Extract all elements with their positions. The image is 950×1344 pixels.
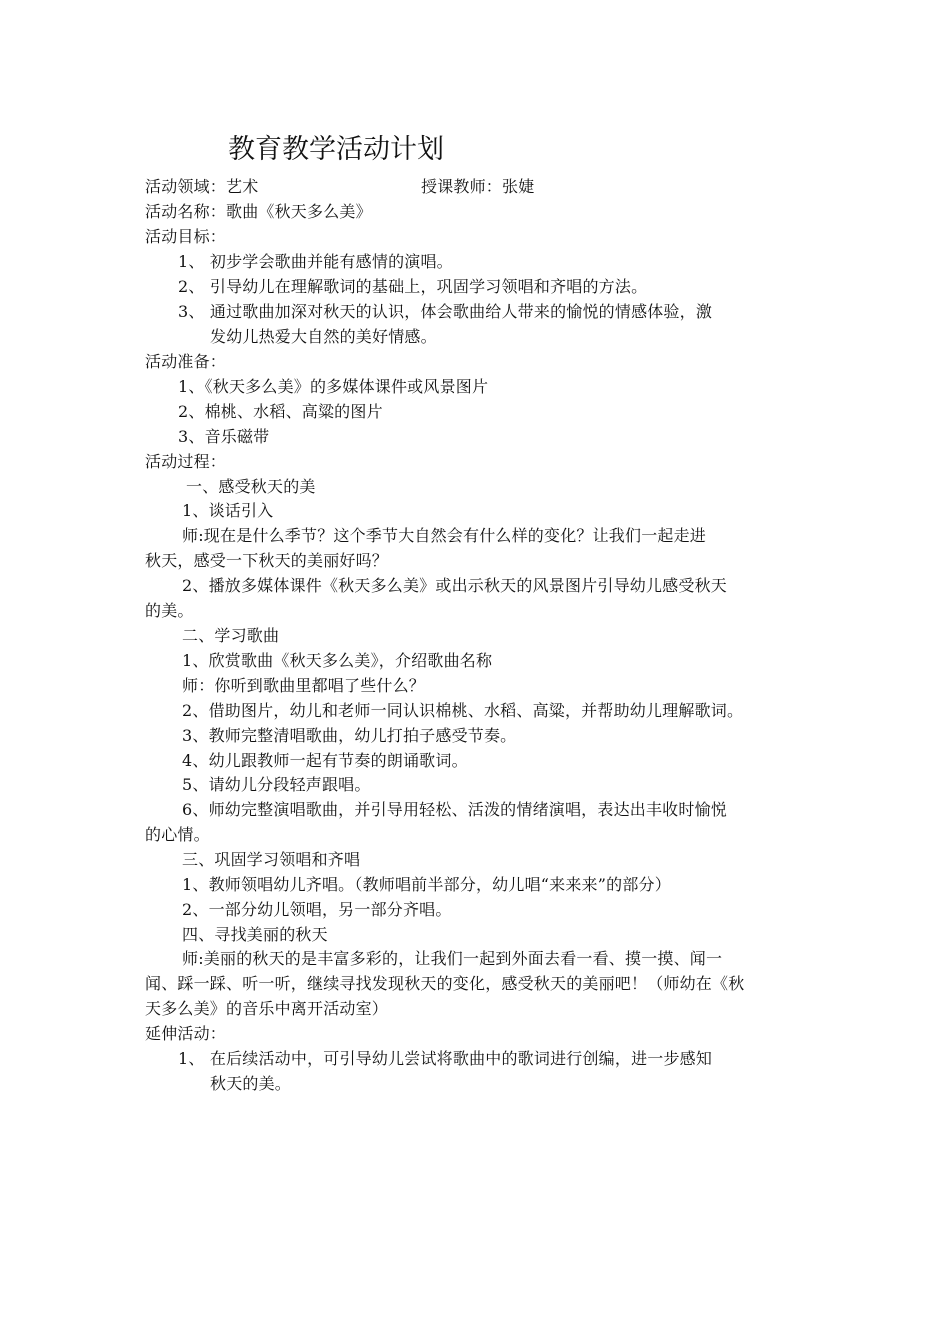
section-1-question: 师:现在是什么季节？这个季节大自然会有什么样的变化？让我们一起走进 [182,526,706,545]
section-4-title: 四、寻找美丽的秋天 [182,925,328,944]
activity-domain: 活动领域：艺术 [145,177,259,196]
prep-heading: 活动准备： [145,352,227,371]
section-1-title: 一、感受秋天的美 [186,477,316,496]
extension-item-1: 1、 在后续活动中，可引导幼儿尝试将歌曲中的歌词进行创编，进一步感知 [178,1049,713,1068]
section-1-step-2-cont: 的美。 [145,601,194,620]
prep-item-3: 3、音乐磁带 [178,427,270,446]
section-1-question-cont: 秋天，感受一下秋天的美丽好吗？ [145,551,389,570]
section-4-text: 师:美丽的秋天的是丰富多彩的，让我们一起到外面去看一看、摸一摸、闻一 [182,949,723,968]
process-heading: 活动过程： [145,452,227,471]
prep-item-2: 2、棉桃、水稻、高粱的图片 [178,402,383,421]
section-2-title: 二、学习歌曲 [182,626,280,645]
section-2-step-2: 2、借助图片，幼儿和老师一同认识棉桃、水稻、高粱，并帮助幼儿理解歌词。 [182,701,744,720]
section-2-step-3: 3、教师完整清唱歌曲，幼儿打拍子感受节奏。 [182,726,517,745]
activity-name: 活动名称：歌曲《秋天多么美》 [145,202,372,221]
section-1-step-2: 2、播放多媒体课件《秋天多么美》或出示秋天的风景图片引导幼儿感受秋天 [182,576,727,595]
section-2-step-6-cont: 的心情。 [145,825,210,844]
section-4-text-cont-1: 闻、踩一踩、听一听，继续寻找发现秋天的变化，感受秋天的美丽吧！（师幼在《秋 [145,974,745,993]
goals-heading: 活动目标： [145,227,227,246]
extension-item-1-cont: 秋天的美。 [210,1074,292,1093]
section-2-question: 师：你听到歌曲里都唱了些什么？ [182,676,426,695]
teacher-name: 授课教师：张婕 [421,177,535,196]
section-3-step-2: 2、一部分幼儿领唱，另一部分齐唱。 [182,900,452,919]
section-3-step-1: 1、教师领唱幼儿齐唱。（教师唱前半部分，幼儿唱“来来来”的部分） [182,875,671,894]
goal-item-3: 3、 通过歌曲加深对秋天的认识，体会歌曲给人带来的愉悦的情感体验，激 [178,302,713,321]
document-title: 教育教学活动计划 [228,134,444,165]
section-4-text-cont-2: 天多么美》的音乐中离开活动室） [145,999,389,1018]
goal-item-1: 1、 初步学会歌曲并能有感情的演唱。 [178,252,453,271]
prep-item-1: 1、《秋天多么美》的多媒体课件或风景图片 [178,377,489,396]
section-1-step-1: 1、谈话引入 [182,501,274,520]
extension-heading: 延伸活动： [145,1024,227,1043]
section-3-title: 三、巩固学习领唱和齐唱 [182,850,361,869]
section-2-step-6: 6、师幼完整演唱歌曲，并引导用轻松、活泼的情绪演唱，表达出丰收时愉悦 [182,800,727,819]
goal-item-3-cont: 发幼儿热爱大自然的美好情感。 [210,327,437,346]
section-2-step-1: 1、欣赏歌曲《秋天多么美》，介绍歌曲名称 [182,651,493,670]
section-2-step-5: 5、请幼儿分段轻声跟唱。 [182,775,371,794]
section-2-step-4: 4、幼儿跟教师一起有节奏的朗诵歌词。 [182,751,468,770]
goal-item-2: 2、 引导幼儿在理解歌词的基础上，巩固学习领唱和齐唱的方法。 [178,277,648,296]
